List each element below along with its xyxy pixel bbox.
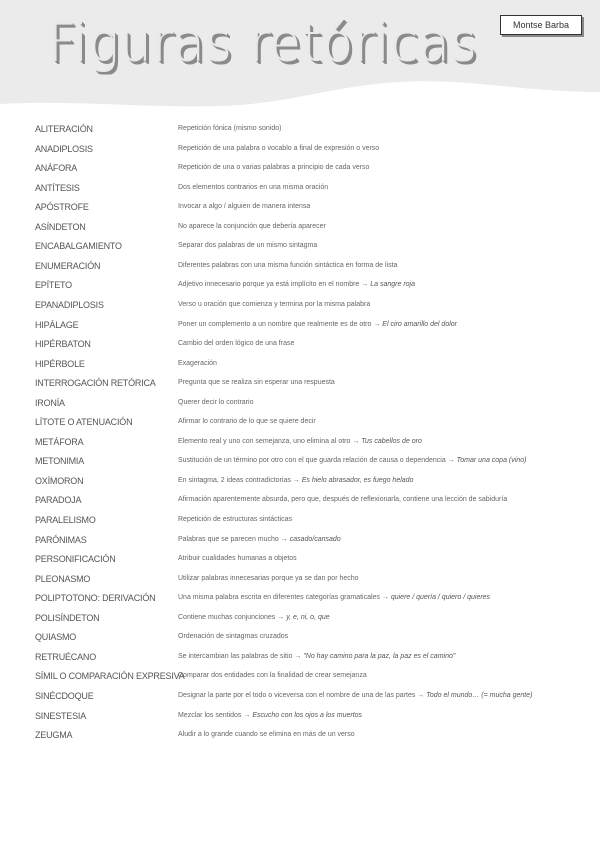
figure-term: METÁFORA [35,436,84,447]
figure-definition: Poner un complemento a un nombre que realmente es de otro → [178,320,381,328]
figure-row [0,609,600,627]
figure-row [0,140,600,158]
figure-definition-line [178,491,588,509]
figure-definition-line [178,667,588,685]
figure-definition: Adjetivo innecesario porque ya está implícito en el nombre → [178,281,369,289]
figure-row [0,218,600,236]
figure-definition-line [178,589,588,607]
figure-row [0,355,600,373]
figure-example: y, e, ni, o, que [286,613,330,621]
figure-term: ZEUGMA [35,730,73,741]
figure-term: ASÍNDETON [35,221,86,232]
figure-definition: Repetición de estructuras sintácticas [178,516,292,523]
figure-definition: Sustitución de un término por otro con el que guarda relación de causa o dependencia → [178,457,455,465]
figure-definition-line [178,570,588,588]
figure-definition-line [178,355,588,373]
figure-definition: Dos elementos contrarios en una misma oración [178,183,329,191]
figure-row [0,159,600,177]
figure-term: SINÉCDOQUE [35,690,94,701]
figure-term: ALITERACIÓN [35,124,93,134]
figure-term: PARALELISMO [35,515,96,525]
figure-row [0,316,600,334]
figure-definition-line [178,374,588,392]
figure-definition: Palabras que se parecen mucho → [178,535,288,543]
figure-term: EPANADIPLOSIS [35,299,104,310]
figure-row [0,452,600,470]
figure-term: ANÁFORA [35,163,78,174]
figure-definition: Invocar a algo / alguien de manera intensa [178,203,311,211]
figure-example: Todo el mundo… (= mucha gente) [426,691,533,699]
figure-definition-line [178,179,588,197]
figure-definition-line [178,335,588,353]
figure-term: PERSONIFICACIÓN [35,554,116,565]
figure-term: ANADIPLOSIS [35,143,93,154]
figure-definition: Verso u oración que comienza y termina por la misma palabra [178,300,371,308]
figure-definition: Repetición de una palabra o vocablo a final de expresión o verso [178,144,380,152]
figure-row [0,570,600,588]
figure-term: POLIPTOTONO: DERIVACIÓN [35,593,156,604]
figure-definition: Exageración [178,359,217,367]
figure-definition-line [178,628,588,646]
figure-term: METONIMIA [35,456,85,467]
figure-row [0,726,600,744]
page-title: Figuras retóricas [48,12,478,74]
figure-definition-line [178,237,588,255]
figure-definition-line [178,707,588,725]
figure-row [0,237,600,255]
figure-definition: Separar dos palabras de un mismo sintagma [178,242,318,250]
figure-term: ENUMERACIÓN [35,260,101,271]
figure-example: Tomar una copa (vino) [456,457,527,465]
figure-definition-line [178,726,588,744]
figure-example: "No hay camino para la paz, la paz es el camino" [303,652,456,660]
figure-example: quiere / quería / quiero / quieres [390,594,491,602]
figure-term: POLISÍNDETON [35,612,100,623]
figure-term: LÍTOTE O ATENUACIÓN [35,417,133,428]
figure-row [0,589,600,607]
figure-term: SÍMIL O COMPARACIÓN EXPRESIVA [35,671,185,682]
figure-example: Es hielo abrasador, es fuego helado [301,476,414,484]
figure-term: PARADOJA [35,495,82,506]
figure-example: Escucho con los ojos a los muertos [252,711,363,719]
figure-row [0,707,600,725]
figure-row [0,198,600,216]
figure-term: RETRUÉCANO [35,651,97,662]
figure-row [0,667,600,685]
figure-row [0,335,600,353]
figure-row [0,511,600,529]
figure-definition-line [178,531,588,549]
figure-definition: Cambio del orden lógico de una frase [178,340,295,348]
figure-definition: Atribuir cualidades humanas a objetos [178,555,297,563]
figure-row [0,296,600,314]
figure-definition-line [178,472,588,490]
figure-definition: Ordenación de sintagmas cruzados [178,633,289,641]
figure-definition-line [178,140,588,158]
figure-row [0,257,600,275]
figure-definition-line [178,120,588,138]
figure-definition: Querer decir lo contrario [178,398,254,406]
figure-example: La sangre roja [370,281,415,289]
figure-example: El ciro amarillo del dolor [382,320,457,328]
figure-row [0,531,600,549]
figure-definition-line [178,413,588,431]
figure-definition-line [178,452,588,470]
figure-term: PARÓNIMAS [35,534,87,545]
figure-definition: Diferentes palabras con una misma función sintáctica en forma de lista [178,261,398,269]
figure-definition-line [178,511,588,529]
figure-definition: Repetición de una o varias palabras a principio de cada verso [178,164,370,172]
figure-definition-line [178,550,588,568]
figure-definition-line [178,257,588,275]
figure-row [0,687,600,705]
figure-definition: Una misma palabra escrita en diferentes categorías gramaticales → [178,594,389,602]
figure-definition: No aparece la conjunción que debería aparecer [178,222,326,230]
figure-term: SINESTESIA [35,710,87,721]
figure-term: ENCABALGAMIENTO [35,241,122,252]
figure-definition: Afirmación aparentemente absurda, pero que, después de reflexionarla, contiene una lección de sabiduría [178,496,508,504]
figure-definition-line [178,433,588,451]
figure-term: IRONÍA [35,397,65,408]
figure-example: Tus cabellos de oro [361,437,422,445]
figure-term: EPÍTETO [35,280,72,291]
figure-definition-line [178,276,588,294]
figure-definition-line [178,394,588,412]
figure-definition: Comparar dos entidades con la finalidad de crear semejanza [178,672,367,680]
figure-definition: Aludir a lo grande cuando se elimina en más de un verso [178,731,355,739]
figure-row [0,628,600,646]
figure-definition: Designar la parte por el todo o viceversa con el nombre de una de las partes → [178,691,425,699]
header-banner [0,0,600,120]
figure-definition-line [178,316,588,334]
figure-row [0,413,600,431]
figure-definition: Pregunta que se realiza sin esperar una respuesta [178,379,335,387]
figure-row [0,472,600,490]
figure-term: PLEONASMO [35,573,91,584]
figure-term: QUIASMO [35,632,77,643]
figure-definition-line [178,296,588,314]
figure-term: HIPÁLAGE [35,319,79,330]
figure-term: INTERROGACIÓN RETÓRICA [35,378,156,389]
figure-definition: Contiene muchas conjunciones → [178,613,285,621]
figure-row [0,374,600,392]
figure-definition-line [178,159,588,177]
figure-definition: Elemento real y uno con semejanza, uno elimina al otro → [178,437,360,445]
figure-row [0,433,600,451]
figure-term: OXÍMORON [35,475,84,486]
figure-definition-line [178,198,588,216]
figure-definition-line [178,218,588,236]
figure-definition: Mezclar los sentidos → [178,711,251,719]
figure-definition-line [178,648,588,666]
figure-definition: Utilizar palabras innecesarias porque ya se dan por hecho [178,574,359,582]
figure-row [0,648,600,666]
figure-definition: Se intercambian las palabras de sitio → [178,652,302,660]
figure-definition-line [178,609,588,627]
figure-term: APÓSTROFE [35,202,89,213]
figure-row [0,179,600,197]
figure-definition: Afirmar lo contrario de lo que se quiere decir [178,418,316,426]
figure-row [0,276,600,294]
figure-definition: Repetición fónica (mismo sonido) [178,125,282,132]
figure-row [0,120,600,138]
figure-row [0,491,600,509]
figure-term: ANTÍTESIS [35,182,80,193]
figure-term: HIPÉRBOLE [35,358,85,369]
figure-row [0,550,600,568]
figure-row [0,394,600,412]
figure-example: casado/cansado [289,535,341,543]
figure-definition-line [178,687,588,705]
author-label: Montse Barba [500,15,582,35]
figure-definition: En sintagma, 2 ideas contradictorias → [178,476,300,484]
figure-term: HIPÉRBATON [35,339,91,350]
